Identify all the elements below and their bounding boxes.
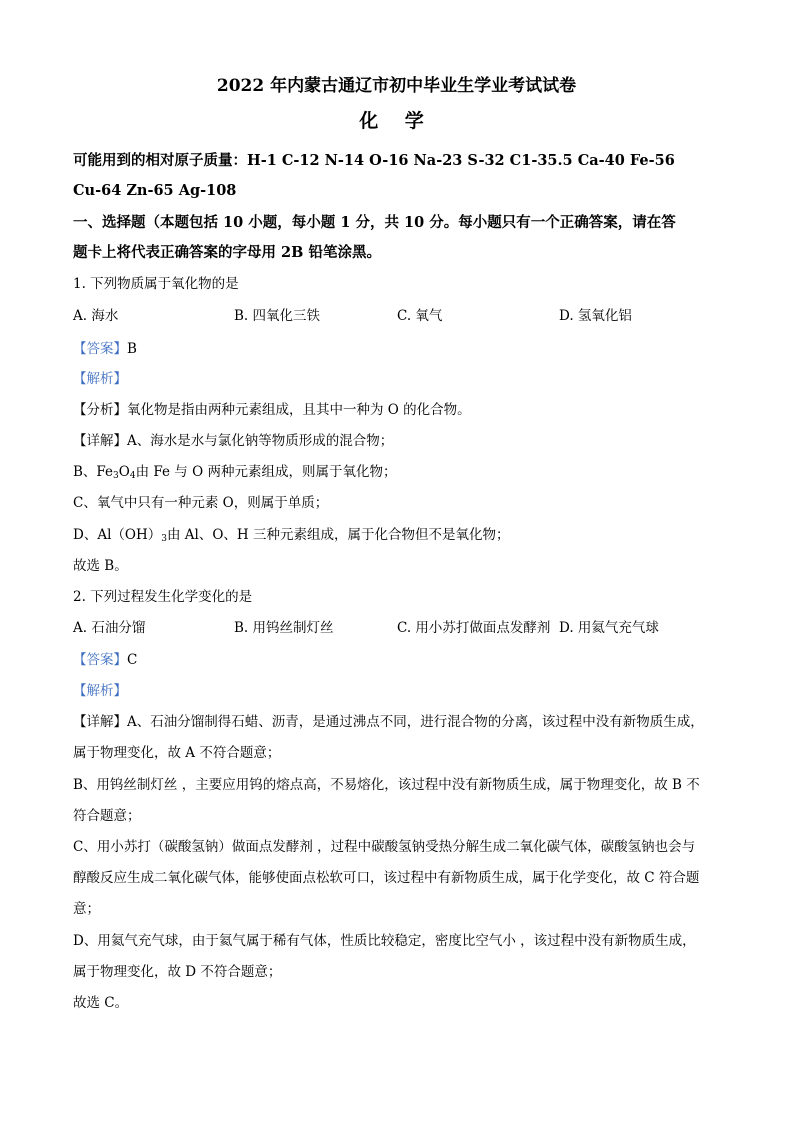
q1-answer-line (73, 340, 137, 358)
q2-detail-c2: 醇酸反应生成二氧化碳气体，能够使面点松软可口，该过程中有新物质生成，属于化学变化，故 C 符合题 (73, 870, 700, 886)
q1-detail-c: C、氧气中只有一种元素 O，则属于单质； (73, 495, 329, 511)
q2-detail-d1: D、用氦气充气球，由于氦气属于稀有气体，性质比较稳定，密度比空气小 ，该过程中没有新物质生成， (73, 933, 696, 949)
q1-fenxi-line (73, 401, 471, 419)
q2-option-b: B. 用钨丝制灯丝 (234, 620, 334, 636)
q2-detail-a1-text: A、石油分馏制得石蜡、沥青，是通过沸点不同，进行混合物的分离，该过程中没有新物质生成， (127, 714, 704, 730)
q1-fenxi-text: 氧化物是指由两种元素组成，且其中一种为 O 的化合物。 (127, 402, 471, 418)
q2-detail-a2: 属于物理变化，故 A 不符合题意； (73, 745, 281, 761)
q1-detail-b-post: 由 Fe 与 O 两种元素组成，则属于氧化物； (135, 464, 397, 480)
q1-detail-b-mid: O (118, 464, 130, 480)
q2-option-a: A. 石油分馏 (73, 620, 146, 636)
q1-analysis-tag: 【解析】 (73, 371, 127, 387)
q1-detail-b-pre: B、Fe (73, 464, 114, 480)
q1-detail-b-sub2: 4 (129, 471, 136, 481)
q1-detail-b-sub1: 3 (113, 471, 119, 481)
answer-tag: 【答案】 (73, 341, 127, 357)
q1-option-b: B. 四氧化三铁 (234, 308, 321, 324)
q2-detail-d2: 属于物理变化，故 D 不符合题意； (73, 964, 282, 980)
q1-detail-d-post: 由 Al、O、H 三种元素组成，属于化合物但不是氧化物； (166, 527, 510, 543)
section-heading-line-2: 题卡上将代表正确答案的字母用 2B 铅笔涂黑。 (73, 244, 381, 261)
q1-detail-d-sub: 3 (161, 534, 167, 544)
fenxi-tag: 【分析】 (73, 402, 127, 418)
subject-title: 化 学 (359, 110, 434, 132)
q2-detail-b1: B、用钨丝制灯丝 ，主要应用钨的熔点高，不易熔化，该过程中没有新物质生成，属于物理变化，故 B 不 (73, 777, 700, 793)
q2-answer-value: C (127, 652, 138, 668)
answer-tag: 【答案】 (73, 652, 127, 668)
question-2-stem: 2. 下列过程发生化学变化的是 (73, 589, 253, 605)
atomic-masses-line-1: 可能用到的相对原子质量：H-1 C-12 N-14 O-16 Na-23 S-32 C1-35.5 Ca-40 Fe-56 (73, 152, 675, 169)
q1-detail-a (73, 432, 393, 450)
q2-detail-a1 (73, 713, 704, 731)
q1-detail-d-pre: D、Al（OH） (73, 527, 162, 543)
q1-option-d: D. 氢氧化铝 (559, 308, 632, 324)
detail-tag: 【详解】 (73, 433, 127, 449)
q2-detail-c1: C、用小苏打（碳酸氢钠）做面点发酵剂 ，过程中碳酸氢钠受热分解生成二氧化碳气体，碳酸氢钠也会与 (73, 839, 696, 855)
section-heading-line-1: 一、选择题（本题包括 10 小题，每小题 1 分，共 10 分。每小题只有一个正确答案，请在答 (73, 214, 676, 231)
q2-option-d: D. 用氦气充气球 (559, 620, 659, 636)
q2-answer-line (73, 651, 137, 669)
q1-detail-a-text: A、海水是水与氯化钠等物质形成的混合物； (127, 433, 394, 449)
detail-tag: 【详解】 (73, 714, 127, 730)
q1-detail-d (73, 526, 509, 548)
q2-option-c: C. 用小苏打做面点发酵剂 (397, 620, 551, 636)
q2-detail-c3: 意； (73, 901, 100, 917)
q2-analysis-tag: 【解析】 (73, 683, 127, 699)
atomic-masses-line-2: Cu-64 Zn-65 Ag-108 (73, 182, 237, 199)
q2-detail-b2: 符合题意； (73, 808, 141, 824)
q1-conclusion: 故选 B。 (73, 558, 128, 574)
q1-detail-b (73, 463, 396, 485)
page-title: 2022 年内蒙古通辽市初中毕业生学业考试试卷 (216, 76, 577, 96)
q2-conclusion: 故选 C。 (73, 995, 129, 1011)
question-1-stem: 1. 下列物质属于氧化物的是 (73, 276, 239, 292)
q1-answer-value: B (127, 341, 137, 357)
q1-option-c: C. 氧气 (397, 308, 443, 324)
q1-option-a: A. 海水 (73, 308, 119, 324)
